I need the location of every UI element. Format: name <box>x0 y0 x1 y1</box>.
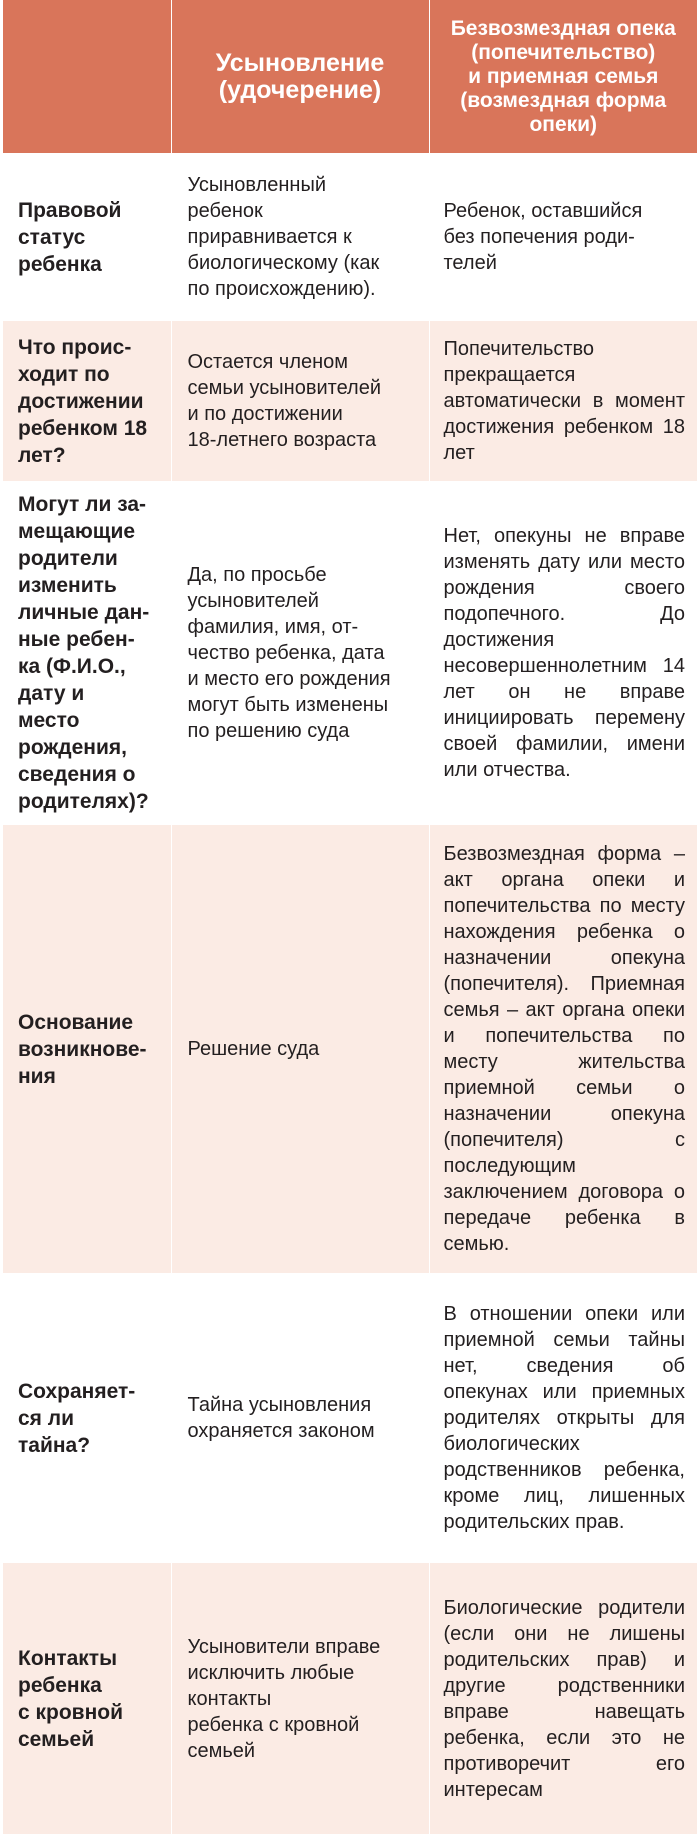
adoption-cell: Решение суда <box>171 825 429 1273</box>
adoption-cell: Усыновители вправе исключить любые контакты ребенка с кровной семьей <box>171 1563 429 1834</box>
guardianship-cell: Нет, опекуны не вправе изменять дату или место рождения своего подопечного. До достижения несовершеннолетним 14 лет он не вправе инициировать перемену своей фамилии, имени или отчества. <box>429 481 697 825</box>
table-row-legal-status <box>3 153 697 321</box>
header-guardianship <box>429 0 697 153</box>
table-row-basis <box>3 825 697 1273</box>
table-row-personal-data <box>3 481 697 825</box>
criterion-cell: Основание возникнове- ния <box>3 825 171 1273</box>
adoption-cell: Усыновленный ребенок приравнивается к биологическому (как по происхождению). <box>171 153 429 321</box>
criterion-cell: Контакты ребенка с кровной семьей <box>3 1563 171 1834</box>
guardianship-cell: Ребенок, оставшийся без попечения роди- телей <box>429 153 697 321</box>
guardianship-cell: Попечительство прекращается автоматически в момент достижения ребенком 18 лет <box>429 321 697 481</box>
table-row-age-18 <box>3 321 697 481</box>
header-adoption-label: Усыновление (удочерение) <box>215 48 385 104</box>
criterion-cell: Сохраняет- ся ли тайна? <box>3 1273 171 1563</box>
table-row-secrecy <box>3 1273 697 1563</box>
guardianship-cell: В отношении опеки или приемной семьи тайны нет, сведения об опекунах или приемных родителях открыты для биологических родственников ребенка, кроме лиц, лишенных родительских прав. <box>429 1273 697 1563</box>
table-header-row <box>3 0 697 153</box>
adoption-cell: Тайна усыновления охраняется законом <box>171 1273 429 1563</box>
criterion-cell: Могут ли за- мещающие родители изменить личные дан- ные ребен- ка (Ф.И.О., дату и место рождения, сведения о родителях)? <box>3 481 171 825</box>
comparison-table <box>3 0 697 1834</box>
guardianship-cell: Биологические родители (если они не лишены родительских прав) и другие родственники вправе навещать ребенка, если это не противоречит его интересам <box>429 1563 697 1834</box>
header-adoption <box>171 0 429 153</box>
criterion-cell: Правовой статус ребенка <box>3 153 171 321</box>
adoption-cell: Да, по просьбе усыновителей фамилия, имя, от- чество ребенка, дата и место его рождения могут быть изменены по решению суда <box>171 481 429 825</box>
adoption-cell: Остается членом семьи усыновителей и по достижении 18-летнего возраста <box>171 321 429 481</box>
header-guardianship-label: Безвозмездная опека (попечительство) и приемная семья (возмездная форма опеки) <box>450 16 676 136</box>
guardianship-cell: Безвозмездная форма – акт органа опеки и попечительства по месту нахождения ребенка о назначении опекуна (попечителя). Приемная семья – акт органа опеки и попечительства по месту жительства приемной семьи о назначении опекуна (попечителя) с последующим заключением договора о передаче ребенка в семью. <box>429 825 697 1273</box>
header-corner-cell <box>3 0 171 153</box>
table-row-contacts <box>3 1563 697 1834</box>
criterion-cell: Что проис- ходит по достижении ребенком 18 лет? <box>3 321 171 481</box>
